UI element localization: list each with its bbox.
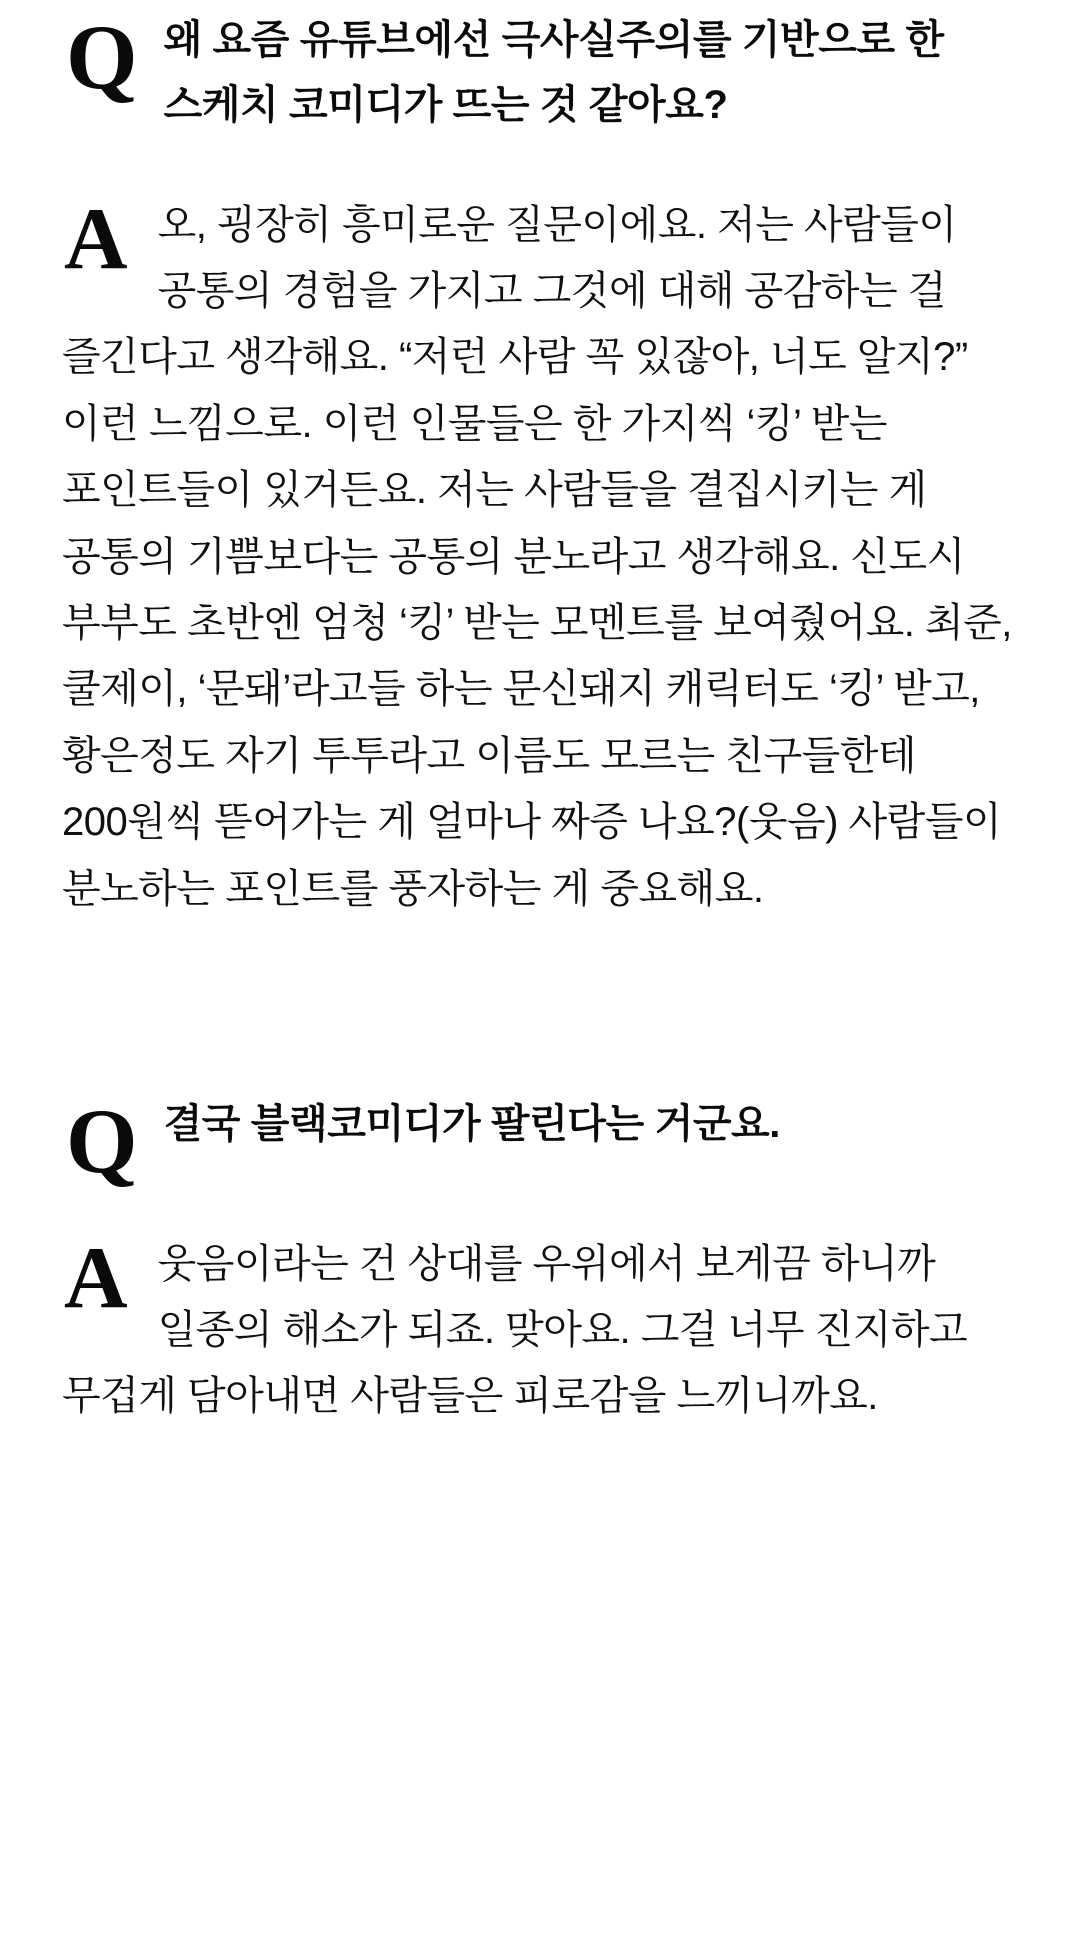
answer-text: 오, 굉장히 흥미로운 질문이에요. 저는 사람들이 공통의 경험을 가지고 그것에 대해 공감하는 걸 즐긴다고 생각해요. “저런 사람 꼭 있잖아, 너도 알지?” 이런 느낌으로. 이런 인물들은 한 가지씩 ‘킹’ 받는 포인트들이 있거든요. 저는 사람들을 결집시키는 게 공통의 기쁨보다는 공통의 분노라고 생각해요. 신도시 부부도 초반엔 엄청 ‘킹’ 받는 모멘트를 보여줬어요. 최준, 쿨제이, ‘문돼’라고들 하는 문신돼지 캐릭터도 ‘킹’ 받고, 황은정도 자기 투투라고 이름도 모르는 친구들한테 200원씩 뜯어가는 게 얼마나 짜증 나요?(웃음) 사람들이 분노하는 포인트를 풍자하는 게 중요해요. (62, 202, 1012, 911)
question-text: 왜 요즘 유튜브에선 극사실주의를 기반으로 한 스케치 코미디가 뜨는 것 같아요? (163, 18, 944, 127)
qa-question-2 (62, 1089, 1018, 1192)
qa-question-1 (62, 0, 1018, 138)
answer-mark-icon: A (64, 1229, 128, 1327)
section-spacer (62, 922, 1018, 1092)
qa-answer-1 (62, 192, 1018, 922)
answer-mark-icon: A (64, 190, 128, 288)
qa-answer-2 (62, 1231, 1018, 1430)
question-text: 결국 블랙코미디가 팔린다는 거군요. (163, 1101, 781, 1146)
question-mark-icon: Q (66, 6, 138, 108)
answer-text: 웃음이라는 건 상대를 우위에서 보게끔 하니까 일종의 해소가 되죠. 맞아요. 그걸 너무 진지하고 무겁게 담아내면 사람들은 피로감을 느끼니까요. (62, 1241, 968, 1419)
question-mark-icon: Q (66, 1089, 138, 1192)
